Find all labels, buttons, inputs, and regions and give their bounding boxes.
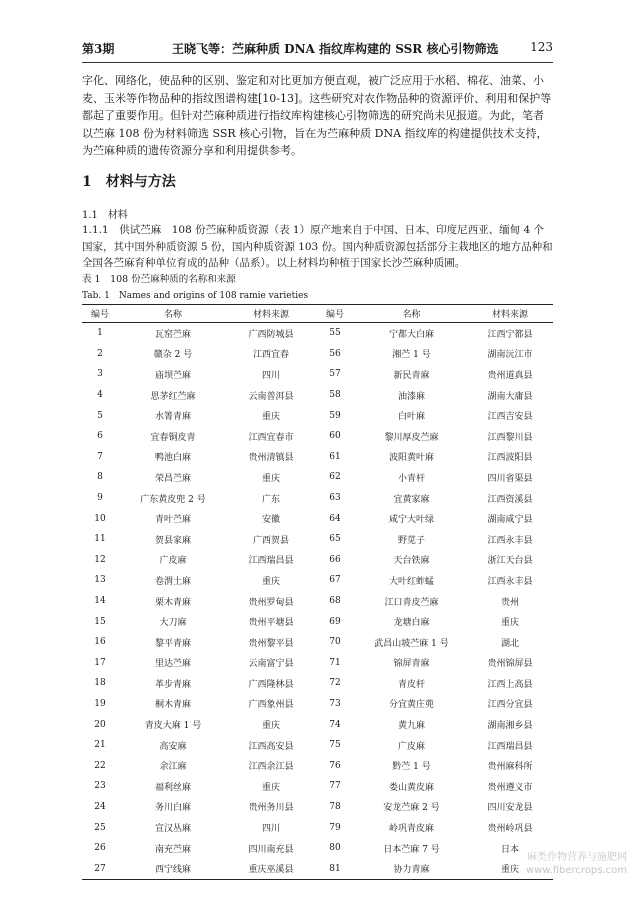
table-cell: 23 (94, 781, 106, 792)
table-caption-cn: 表 1 108 份苎麻种质的名称和来源 (82, 274, 236, 285)
table-cell: 江西宁都县 (487, 329, 533, 340)
table-cell: 重庆 (500, 865, 519, 876)
table-row (82, 632, 553, 653)
table-cell: 江西永丰县 (487, 535, 533, 546)
table-cell: 日本 (500, 844, 519, 855)
table-cell: 重庆 (261, 576, 280, 587)
table-cell: 日本苎麻 7 号 (383, 844, 440, 855)
table-row (82, 817, 553, 838)
table-cell: 江西资溪县 (487, 494, 533, 505)
table-cell: 黔苎 1 号 (392, 762, 431, 773)
table-cell: 60 (329, 431, 341, 442)
table-cell: 69 (329, 616, 341, 627)
table-cell: 瓦窑苎麻 (154, 329, 191, 340)
table-cell: 江西上高县 (487, 679, 533, 690)
table-cell: 白叶麻 (397, 412, 425, 423)
table-cell: 江西分宜县 (487, 700, 533, 711)
table-cell: 20 (94, 719, 106, 730)
table-cell: 武昌山坡苎麻 1 号 (374, 638, 449, 649)
table-cell: 宜春铜皮青 (150, 432, 196, 443)
table-cell: 21 (94, 740, 106, 751)
table-cell: 云南普洱县 (248, 391, 294, 402)
table-cell: 81 (329, 863, 341, 874)
table-cell: 野苋子 (397, 535, 425, 546)
table-cell: 重庆 (261, 473, 280, 484)
table-cell: 5 (97, 410, 103, 421)
table-cell: 四川 (261, 824, 280, 835)
table-cell: 79 (329, 822, 341, 833)
materials-paragraph: 1.1.1 供试苎麻 108 份苎麻种质资源（表 1）原产地来自于中国、日本、印度尼西亚、缅甸 4 个国家，其中国外种质资源 5 份，国内种质资源 103 份。国内种质资源包括部分主栽地区的地方品种和全国各苎麻育种单位育成的品种（品系）。以上材料均种植于国家长沙苎麻种质圃。 (82, 224, 553, 269)
table-row (82, 488, 553, 509)
table-cell: 湖南咸宁县 (487, 515, 533, 526)
header-cell: 名称 (118, 305, 228, 323)
table-cell: 里达苎麻 (154, 659, 191, 670)
table-cell: 浙江天台县 (487, 556, 533, 567)
table-body (82, 323, 553, 880)
table-cell: 贵州道真县 (487, 370, 533, 381)
running-title: 王晓飞等：苎麻种质 DNA 指纹库构建的 SSR 核心引物筛选 (172, 42, 499, 56)
table-cell: 重庆 (261, 412, 280, 423)
table-cell: 南充苎麻 (154, 844, 191, 855)
table-cell: 广东黄皮兜 2 号 (140, 494, 206, 505)
table-cell: 务川白麻 (154, 803, 191, 814)
table-cell: 江西波阳县 (487, 453, 533, 464)
table-cell: 56 (329, 348, 341, 359)
table-cell: 6 (97, 431, 103, 442)
table-cell: 7 (97, 451, 103, 462)
table-cell: 云南富宁县 (248, 659, 294, 670)
table-cell: 栗木青麻 (154, 597, 191, 608)
table-cell: 娄山黄皮麻 (388, 782, 434, 793)
table-cell: 77 (329, 781, 341, 792)
table-cell: 57 (329, 369, 341, 380)
table-cell: 贵州麻科所 (487, 762, 533, 773)
table-cell: 分宜黄庄蔸 (388, 700, 434, 711)
table-cell: 江西瑞昌县 (487, 741, 533, 752)
table-header-row (82, 305, 553, 323)
watermark-line2: www.fibercrops.com (525, 865, 627, 876)
table-cell: 24 (94, 801, 106, 812)
table-cell: 贺县家麻 (154, 535, 191, 546)
table-cell: 龙塘白麻 (393, 618, 430, 629)
table-cell: 贵州 (500, 597, 519, 608)
table-cell: 湘苎 1 号 (392, 350, 431, 361)
table-cell: 鸭池白麻 (154, 453, 191, 464)
table-cell: 17 (94, 657, 106, 668)
table-cell: 78 (329, 801, 341, 812)
table-cell: 福利丝麻 (154, 782, 191, 793)
table-cell: 广西防城县 (248, 329, 294, 340)
issue-number: 第3期 (82, 42, 115, 56)
table-row (82, 385, 553, 406)
table-cell: 26 (94, 843, 106, 854)
table-cell: 波阳黄叶麻 (388, 453, 434, 464)
header-rule (82, 62, 553, 63)
table-row (82, 570, 553, 591)
table-cell: 江口青皮苎麻 (384, 597, 439, 608)
table-cell: 宁都大白麻 (388, 329, 434, 340)
table-row (82, 467, 553, 488)
table-row (82, 776, 553, 797)
table-cell: 58 (329, 390, 341, 401)
table-cell: 江西宜春 (252, 350, 289, 361)
table-cell: 卷渭土麻 (154, 576, 191, 587)
table-cell: 广西贺县 (252, 535, 289, 546)
table-cell: 湖南湘乡县 (487, 721, 533, 732)
table-cell: 广东 (261, 494, 280, 505)
intro-text: 字化、网络化，使品种的区别、鉴定和对比更加方便直观，被广泛应用于水稻、棉花、油菜、小麦、玉米等作物品种的指纹图谱构建[10-13]。这些研究对农作物品种的资源评价、利用和保护等都起了重要作用。但针对苎麻种质进行指纹库构建核心引物筛选的研究尚未见报道。为此，笔者以苎麻 108 份为材料筛选 SSR 核心引物，旨在为苎麻种质 DNA 指纹库的构建提供技术支持，为苎麻种质的遗传资源分享和利用提供参考。 (82, 74, 552, 157)
table-cell: 71 (329, 657, 341, 668)
table-row (82, 755, 553, 776)
table-cell: 江西宜春市 (248, 432, 294, 443)
table-cell: 革步青麻 (154, 679, 191, 690)
table-cell: 14 (94, 596, 106, 607)
table-cell: 锦屏青麻 (393, 659, 430, 670)
table-row (82, 550, 553, 571)
table-cell: 青皮杆 (397, 679, 425, 690)
table-cell: 安徽 (261, 515, 280, 526)
table-cell: 宜黄家麻 (393, 494, 430, 505)
table-cell: 10 (94, 513, 106, 524)
table-row (82, 714, 553, 735)
table-cell: 江西瑞昌县 (248, 556, 294, 567)
table-cell: 贵州清镇县 (248, 453, 294, 464)
table-cell: 咸宁大叶绿 (388, 515, 434, 526)
table-cell: 广皮麻 (159, 556, 187, 567)
table-cell: 贵州锦屏县 (487, 659, 533, 670)
table-cell: 四川南充县 (248, 844, 294, 855)
table-cell: 西宁线麻 (154, 865, 191, 876)
table-caption-en: Tab. 1 Names and origins of 108 ramie varieties (82, 291, 309, 301)
table-cell: 桐木青麻 (154, 700, 191, 711)
table-row (82, 858, 553, 879)
subsection-title: 1.1 材料 (82, 210, 128, 221)
header-cell: 材料来源 (228, 305, 314, 323)
table-row (82, 344, 553, 365)
table-cell: 四川安龙县 (487, 803, 533, 814)
table-cell: 荣昌苎麻 (154, 473, 191, 484)
table-cell: 67 (329, 575, 341, 586)
table-cell: 四川省渠县 (487, 473, 533, 484)
table-cell: 江西永丰县 (487, 576, 533, 587)
table-cell: 天台铁麻 (393, 556, 430, 567)
table-cell: 贵州黎平县 (248, 638, 294, 649)
table-cell: 64 (329, 513, 341, 524)
table-cell: 余江麻 (159, 762, 187, 773)
table-cell: 75 (329, 740, 341, 751)
table-row (82, 447, 553, 468)
table-row (82, 694, 553, 715)
watermark-line1: 麻类作物营养与施肥网 (527, 852, 627, 863)
table-row (82, 508, 553, 529)
table-cell: 70 (329, 637, 341, 648)
table-cell: 61 (329, 451, 341, 462)
table-cell: 四川 (261, 370, 280, 381)
table-cell: 青叶苎麻 (154, 515, 191, 526)
table-cell: 高安麻 (159, 741, 187, 752)
table-cell: 新民青麻 (393, 370, 430, 381)
table-cell: 重庆 (500, 618, 519, 629)
table-row (82, 529, 553, 550)
table-cell: 66 (329, 554, 341, 565)
table-cell: 江西高安县 (248, 741, 294, 752)
table-cell: 湖北 (500, 638, 519, 649)
table-cell: 庙坝苎麻 (154, 370, 191, 381)
table-cell: 贵州遵义市 (487, 782, 533, 793)
table-cell: 76 (329, 760, 341, 771)
table-cell: 18 (94, 678, 106, 689)
table-row (82, 426, 553, 447)
table-row (82, 405, 553, 426)
table-cell: 黎川厚皮苎麻 (384, 432, 439, 443)
table-cell: 思茅红苎麻 (150, 391, 196, 402)
table-cell: 大刀麻 (159, 618, 187, 629)
table-cell: 27 (94, 863, 106, 874)
varieties-table (82, 304, 553, 880)
table-cell: 25 (94, 822, 106, 833)
table-cell: 15 (94, 616, 106, 627)
table-cell: 广皮麻 (397, 741, 425, 752)
table-cell: 水箐青麻 (154, 412, 191, 423)
table-row (82, 591, 553, 612)
table-cell: 油漆麻 (397, 391, 425, 402)
table-cell: 55 (329, 328, 341, 339)
table-cell: 72 (329, 678, 341, 689)
page-number: 123 (530, 40, 553, 54)
table-cell: 8 (97, 472, 103, 483)
table-cell: 黎平青麻 (154, 638, 191, 649)
table-row (82, 797, 553, 818)
table-cell: 赣杂 2 号 (153, 350, 193, 361)
header-cell: 材料来源 (467, 305, 553, 323)
table-cell: 协力青麻 (393, 865, 430, 876)
table-cell: 11 (94, 534, 106, 545)
table-cell: 安龙苎麻 2 号 (383, 803, 440, 814)
table-row (82, 838, 553, 859)
table-cell: 岭巩青皮麻 (388, 824, 434, 835)
table-cell: 重庆 (261, 721, 280, 732)
page-header (82, 40, 553, 60)
table-cell: 重庆巫溪县 (248, 865, 294, 876)
table-cell: 青皮大麻 1 号 (144, 721, 202, 732)
table-cell: 65 (329, 534, 341, 545)
header-cell: 名称 (356, 305, 467, 323)
section-title: 1 材料与方法 (82, 174, 176, 190)
table-cell: 62 (329, 472, 341, 483)
table-cell: 黄九麻 (397, 721, 425, 732)
table-cell: 74 (329, 719, 341, 730)
table-cell: 16 (94, 637, 106, 648)
table-cell: 22 (94, 760, 106, 771)
table-cell: 湖南大庸县 (487, 391, 533, 402)
table-cell: 重庆 (261, 782, 280, 793)
table-cell: 宣汉丛麻 (154, 824, 191, 835)
table-cell: 73 (329, 698, 341, 709)
header-cell: 编号 (314, 305, 356, 323)
table-cell: 江西余江县 (248, 762, 294, 773)
site-watermark (526, 851, 627, 877)
table-cell: 湖南沅江市 (487, 350, 533, 361)
table-cell: 4 (97, 390, 103, 401)
table-cell: 广西隆林县 (248, 679, 294, 690)
table-cell: 贵州平塘县 (248, 618, 294, 629)
table-cell: 2 (97, 348, 103, 359)
table-cell: 江西吉安县 (487, 412, 533, 423)
table-cell: 贵州务川县 (248, 803, 294, 814)
table-cell: 13 (94, 575, 106, 586)
table-cell: 小青杆 (397, 473, 425, 484)
table-row (82, 323, 553, 344)
table-cell: 59 (329, 410, 341, 421)
table-row (82, 735, 553, 756)
table-cell: 江西黎川县 (487, 432, 533, 443)
table-row (82, 364, 553, 385)
table-row (82, 673, 553, 694)
table-row (82, 611, 553, 632)
table-cell: 19 (94, 698, 106, 709)
table-cell: 12 (94, 554, 106, 565)
table-cell: 63 (329, 493, 341, 504)
table-cell: 80 (329, 843, 341, 854)
table-cell: 68 (329, 596, 341, 607)
table-cell: 贵州罗甸县 (248, 597, 294, 608)
table-cell: 贵州岭巩县 (487, 824, 533, 835)
table-cell: 3 (97, 369, 103, 380)
table-cell: 广西象州县 (248, 700, 294, 711)
table-cell: 1 (97, 328, 103, 339)
table-cell: 大叶红蚱蜢 (388, 576, 434, 587)
header-cell: 编号 (82, 305, 118, 323)
table-cell: 9 (97, 493, 103, 504)
table-row (82, 653, 553, 674)
intro-paragraph (82, 72, 553, 160)
